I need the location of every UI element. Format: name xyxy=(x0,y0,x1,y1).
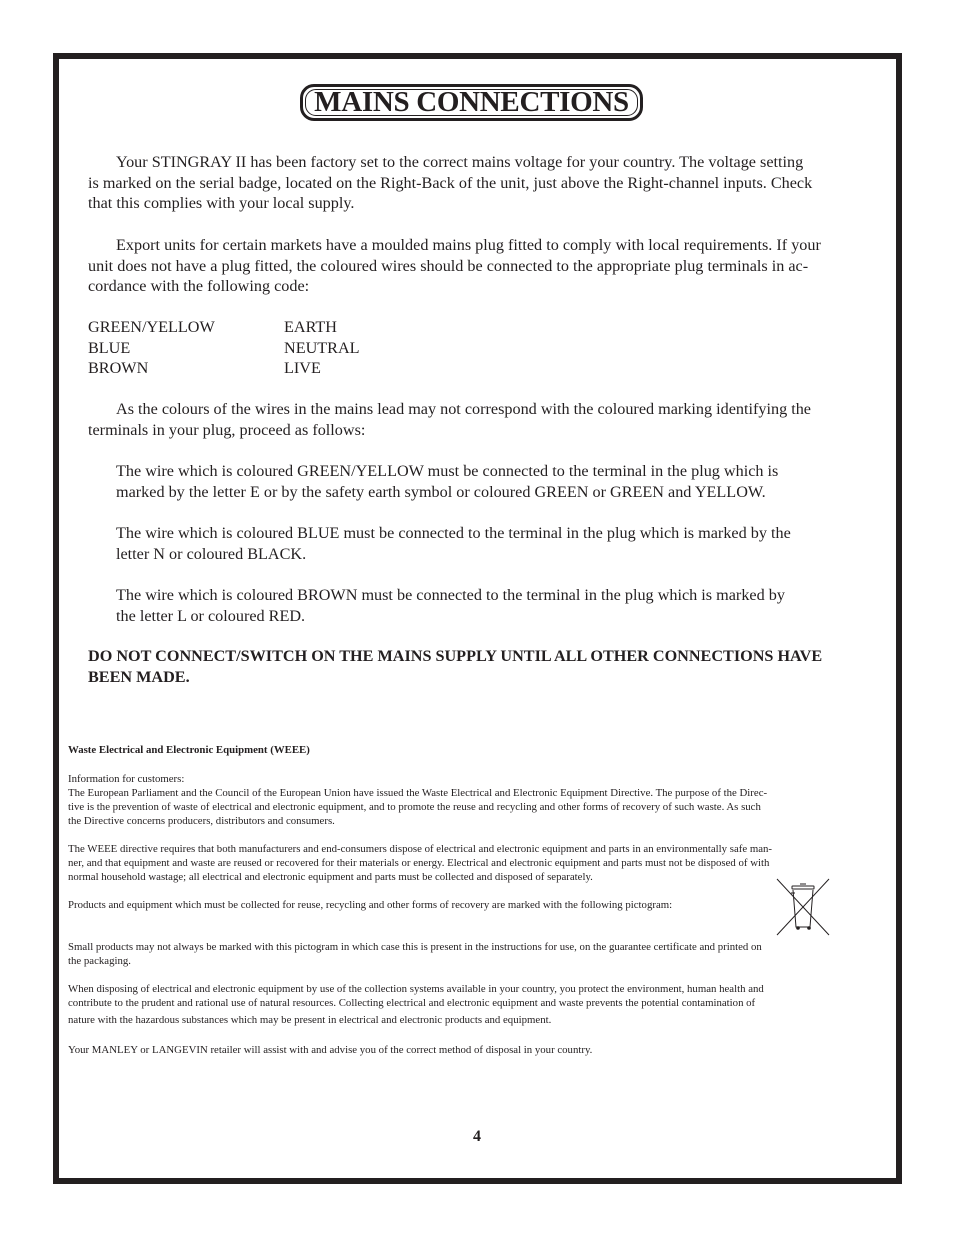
text-line: contribute to the prudent and rational use of natural resources. Collecting electrical and electronic equipment and waste prevents the potential contamination of xyxy=(68,997,756,1009)
text-line: The wire which is coloured GREEN/YELLOW must be connected to the terminal in the plug which is xyxy=(116,462,779,480)
wire-color: GREEN/YELLOW xyxy=(88,318,215,336)
text-line: that this complies with your local supply. xyxy=(88,194,355,213)
text-line: nature with the hazardous substances which may be present in electrical and electronic products and equipment. xyxy=(68,1014,552,1026)
text-line: As the colours of the wires in the mains lead may not correspond with the coloured marking identifying the xyxy=(116,400,811,418)
weee-disposing xyxy=(68,982,883,1027)
text-line: Export units for certain markets have a moulded mains plug fitted to comply with local requirements. If your xyxy=(116,236,821,254)
text-line: DO NOT CONNECT/SWITCH ON THE MAINS SUPPLY UNTIL ALL OTHER CONNECTIONS HAVE xyxy=(88,647,823,665)
text-line: The European Parliament and the Council of the European Union have issued the Waste Electrical and Electronic Equipment Directive. The purpose of the Direc- xyxy=(68,787,768,799)
wire-code-table xyxy=(88,317,360,379)
text-line: normal household wastage; all electrical and electronic equipment and parts must be collected and disposed of separately. xyxy=(68,871,593,883)
title-box xyxy=(300,84,643,121)
text-line: The WEEE directive requires that both manufacturers and end-consumers dispose of electrical and electronic equipment and parts in an environmentally safe man- xyxy=(68,843,773,855)
wire-code-row xyxy=(88,317,360,338)
crossed-out-wheelie-bin-icon xyxy=(773,877,833,937)
text-line: Your STINGRAY II has been factory set to the correct mains voltage for your country. The voltage setting xyxy=(116,153,804,171)
weee-small-products xyxy=(68,940,883,968)
paragraph-green-yellow xyxy=(116,461,876,502)
paragraph-export xyxy=(88,235,878,297)
text-line: marked by the letter E or by the safety earth symbol or coloured GREEN or GREEN and YELLOW. xyxy=(116,482,766,501)
mains-warning xyxy=(88,646,888,688)
text-line: When disposing of electrical and electronic equipment by use of the collection systems available in your country, you protect the environment, human health and xyxy=(68,983,764,995)
paragraph-voltage xyxy=(88,152,878,214)
wire-code-row xyxy=(88,358,360,379)
text-line: the Directive concerns producers, distributors and consumers. xyxy=(68,815,335,827)
weee-retailer: Your MANLEY or LANGEVIN retailer will assist with and advise you of the correct method of disposal in your country. xyxy=(68,1044,593,1056)
wire-color: BROWN xyxy=(88,359,149,378)
wire-code-row xyxy=(88,338,360,359)
text-line: The wire which is coloured BLUE must be connected to the terminal in the plug which is marked by the xyxy=(116,524,791,542)
text-line: unit does not have a plug fitted, the coloured wires should be connected to the appropriate plug terminals in ac- xyxy=(88,256,809,275)
text-line: BEEN MADE. xyxy=(88,668,190,686)
paragraph-colours xyxy=(88,399,878,440)
text-line: Information for customers: xyxy=(68,773,185,785)
weee-info xyxy=(68,772,883,828)
text-line: letter N or coloured BLACK. xyxy=(116,544,307,563)
wire-terminal: LIVE xyxy=(284,359,321,378)
weee-title: Waste Electrical and Electronic Equipment (WEEE) xyxy=(68,744,310,756)
text-line: is marked on the serial badge, located on the Right-Back of the unit, just above the Right-channel inputs. Check xyxy=(88,173,813,192)
paragraph-brown xyxy=(116,585,876,626)
wire-color: BLUE xyxy=(88,338,131,357)
weee-directive xyxy=(68,842,883,884)
text-line: tive is the prevention of waste of electrical and electronic equipment, and to promote the reuse and recycling and other forms of recovery of such waste. As such xyxy=(68,801,761,813)
text-line: the packaging. xyxy=(68,955,131,967)
text-line: terminals in your plug, proceed as follows: xyxy=(88,420,366,439)
wire-terminal: NEUTRAL xyxy=(284,338,360,357)
text-line: cordance with the following code: xyxy=(88,277,310,296)
text-line: the letter L or coloured RED. xyxy=(116,606,306,625)
page-number: 4 xyxy=(473,1128,481,1145)
page-title: MAINS CONNECTIONS xyxy=(314,86,629,118)
text-line: The wire which is coloured BROWN must be connected to the terminal in the plug which is marked by xyxy=(116,586,785,604)
paragraph-blue xyxy=(116,523,876,564)
weee-pictogram-text: Products and equipment which must be collected for reuse, recycling and other forms of recovery are marked with the following pictogram: xyxy=(68,899,673,911)
wire-terminal: EARTH xyxy=(284,318,337,336)
text-line: ner, and that equipment and waste are reused or recovered for their materials or energy. Electrical and electronic equipment and parts must not be disposed of with xyxy=(68,857,770,869)
text-line: Small products may not always be marked with this pictogram in which case this is present in the instructions for use, on the guarantee certificate and printed on xyxy=(68,941,762,953)
